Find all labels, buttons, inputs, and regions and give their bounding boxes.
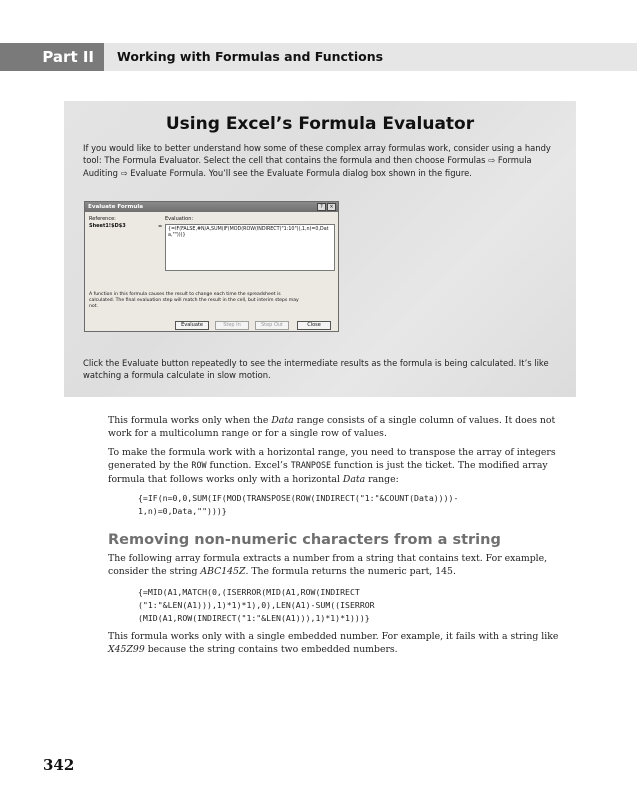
section-heading: Removing non-numeric characters from a string xyxy=(108,532,501,548)
evaluate-button[interactable]: Evaluate xyxy=(175,321,209,330)
step-out-button[interactable]: Step Out xyxy=(255,321,289,330)
close-icon[interactable]: × xyxy=(327,203,336,211)
chapter-title: Working with Formulas and Functions xyxy=(117,49,384,64)
paragraph-1: This formula works only when the Data range consists of a single column of values. It does not work for a multicolumn range or for a single row of values. xyxy=(108,415,556,440)
reference-value: Sheet1!$D$3 xyxy=(89,223,126,229)
close-button[interactable]: Close xyxy=(297,321,331,330)
reference-label: Reference: xyxy=(89,216,116,222)
sidebar-title: Using Excel’s Formula Evaluator xyxy=(165,114,475,134)
sidebar-intro: If you would like to better understand how some of these complex array formulas work, consider using a handy tool: The Formula Evaluator. Select the cell that contains the formula and then choose Formulas ⇨ Formula Auditing ⇨ Evaluate Formula. You’ll see the Evaluate Formula dialog box shown in the figure. xyxy=(83,143,551,178)
evaluation-label: Evaluation: xyxy=(165,216,194,222)
sidebar-box xyxy=(64,101,576,397)
evaluate-formula-dialog xyxy=(84,201,339,332)
step-in-button[interactable]: Step In xyxy=(215,321,249,330)
part-label: Part II xyxy=(0,43,104,71)
dialog-titlebar: Evaluate Formula xyxy=(85,202,338,212)
equals-sign: = xyxy=(158,224,163,230)
paragraph-3: The following array formula extracts a number from a string that contains text. For example, consider the string ABC145Z. The formula returns the numeric part, 145. xyxy=(108,553,548,578)
help-button[interactable]: ? xyxy=(317,203,326,211)
dialog-note: A function in this formula causes the result to change each time the spreadsheet is calculated. The final evaluation step will match the result in the cell, but interim steps may not. xyxy=(89,292,299,309)
page-number: 342 xyxy=(43,756,75,774)
code-block-2: {=MID(A1,MATCH(0,(ISERROR(MID(A1,ROW(INDIRECT ("1:"&LEN(A1))),1)*1)*1),0),LEN(A1)-SUM((ISERROR (MID(A1,ROW(INDIRECT("1:"&LEN(A1))),1)*1)*1)))} xyxy=(138,587,375,624)
evaluation-field[interactable]: {=IF(FALSE,#N/A,SUM(IF(MOD(ROW(INDIRECT("1:10")),1,n)=0,Data,"")))} xyxy=(165,224,335,271)
code-block-1: {=IF(n=0,0,SUM(IF(MOD(TRANSPOSE(ROW(INDIRECT("1:"&COUNT(Data))))- 1,n)=0,Data,"")))} xyxy=(138,493,459,517)
sidebar-outro: Click the Evaluate button repeatedly to see the intermediate results as the formula is being calculated. It’s like watching a formula calculate in slow motion. xyxy=(83,358,549,381)
paragraph-4: This formula works only with a single embedded number. For example, it fails with a string like X45Z99 because the string contains two embedded numbers. xyxy=(108,631,559,656)
paragraph-2: To make the formula work with a horizontal range, you need to transpose the array of integers generated by the ROW function. Excel’s TRANPOSE function is just the ticket. The modified array formula that follows works only with a horizontal Data range: xyxy=(108,447,556,485)
